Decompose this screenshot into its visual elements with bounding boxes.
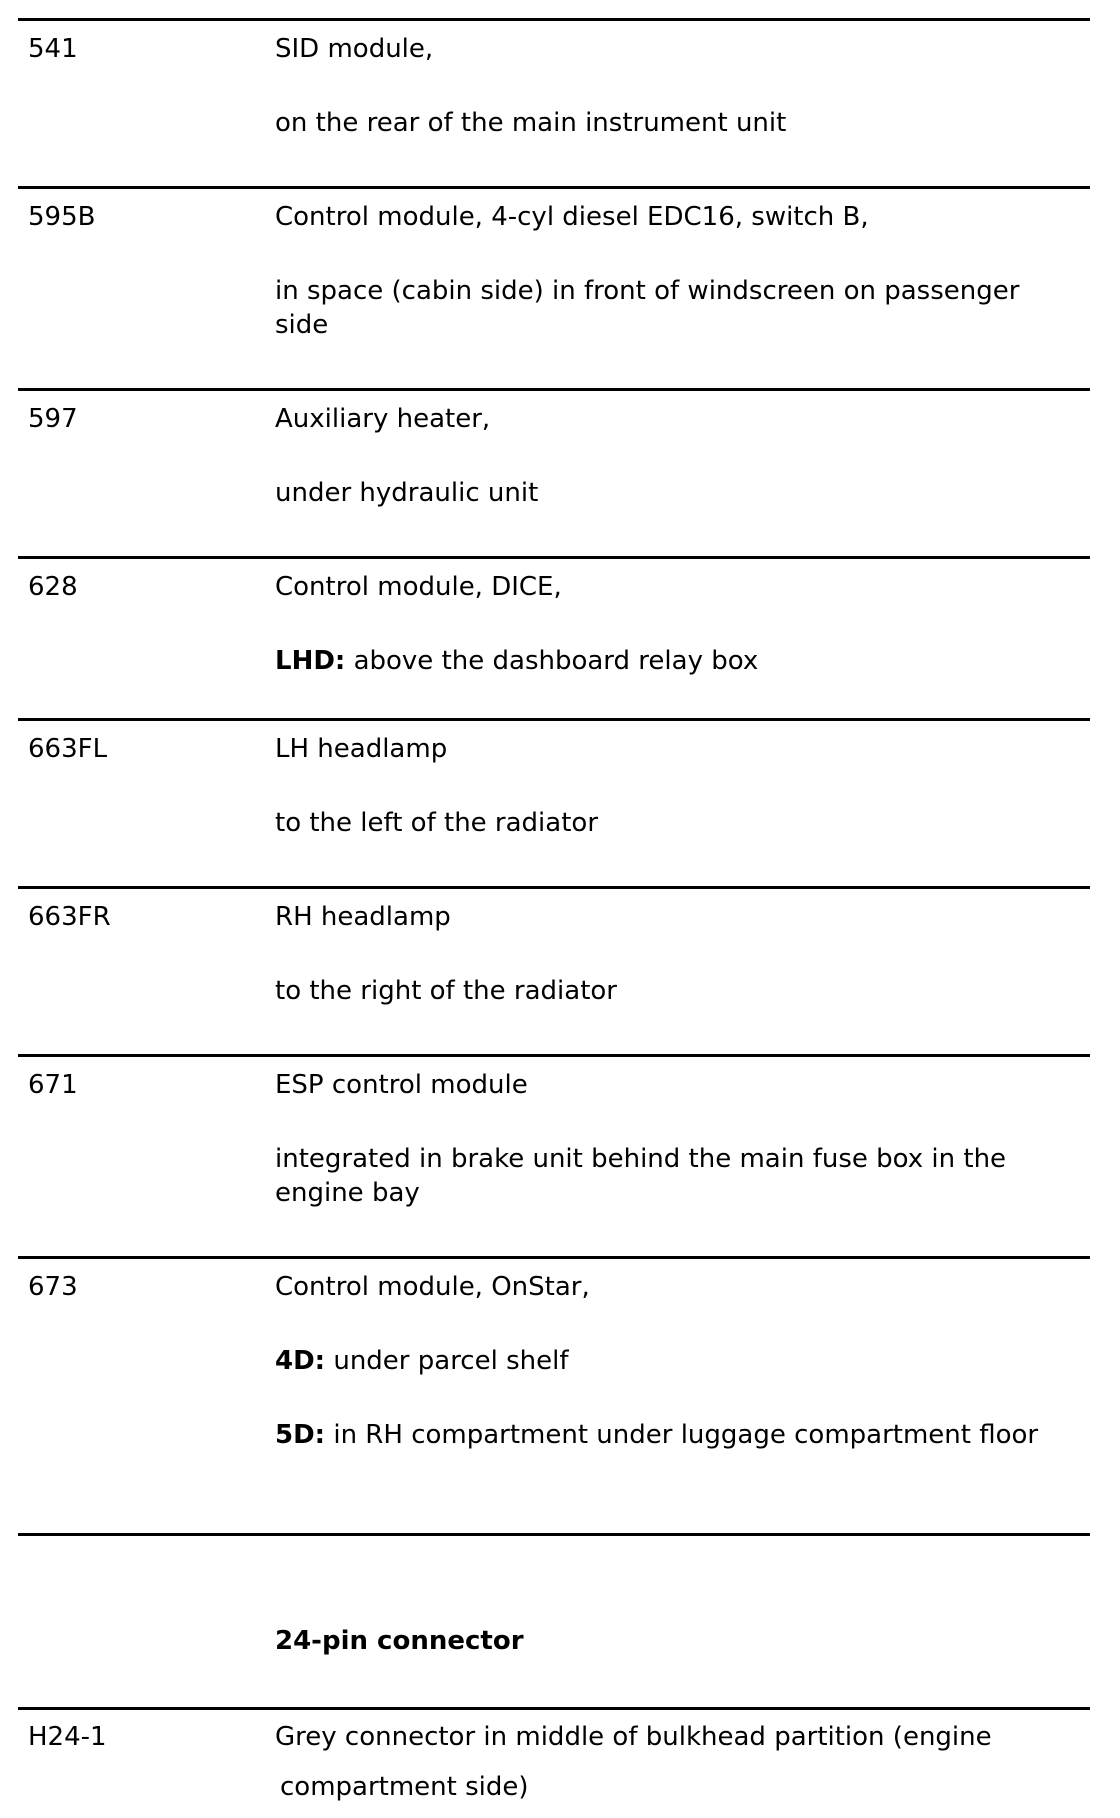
component-title: Control module, DICE, (275, 572, 562, 602)
component-location (275, 1344, 1075, 1378)
component-location (275, 974, 1075, 1008)
location-text: on the rear of the main instrument unit (275, 108, 787, 138)
component-location (275, 1142, 1075, 1210)
row-divider (18, 718, 1090, 721)
component-title: SID module, (275, 34, 434, 64)
row-divider (18, 1707, 1090, 1710)
component-code: 663FR (28, 902, 111, 932)
component-location (275, 274, 1075, 342)
location-text: above the dashboard relay box (345, 646, 759, 676)
component-code: 541 (28, 34, 78, 64)
component-location (275, 806, 1075, 840)
location-text: under hydraulic unit (275, 478, 539, 508)
row-divider (18, 1054, 1090, 1057)
component-location (275, 644, 1075, 678)
component-code: 671 (28, 1070, 78, 1100)
row-divider (18, 186, 1090, 189)
row-divider (18, 556, 1090, 559)
location-text: to the left of the radiator (275, 808, 599, 838)
location-prefix: LHD: (275, 646, 346, 676)
location-text: in space (cabin side) in front of windscreen on passenger side (275, 276, 1020, 340)
component-location (275, 476, 1075, 510)
component-code: 595B (28, 202, 96, 232)
location-prefix: 5D: (275, 1420, 326, 1450)
component-code: 673 (28, 1272, 78, 1302)
component-location (275, 106, 1075, 140)
component-title: Control module, OnStar, (275, 1272, 590, 1302)
section-divider (18, 1533, 1090, 1536)
component-title: Auxiliary heater, (275, 404, 491, 434)
section-heading: 24-pin connector (275, 1626, 524, 1656)
location-text: under parcel shelf (325, 1346, 569, 1376)
location-text: integrated in brake unit behind the main fuse box in the engine bay (275, 1144, 1007, 1208)
row-divider (18, 18, 1090, 21)
connector-code: H24-1 (28, 1722, 107, 1752)
component-location (275, 1418, 1075, 1452)
connector-description: Grey connector in middle of bulkhead partition (engine (275, 1722, 992, 1752)
component-code: 663FL (28, 734, 108, 764)
component-code: 597 (28, 404, 78, 434)
component-title: LH headlamp (275, 734, 448, 764)
component-code: 628 (28, 572, 78, 602)
component-title: Control module, 4-cyl diesel EDC16, switch B, (275, 202, 869, 232)
connector-description-continued: compartment side) (280, 1772, 529, 1802)
row-divider (18, 886, 1090, 889)
location-text: to the right of the radiator (275, 976, 617, 1006)
component-title: ESP control module (275, 1070, 528, 1100)
location-prefix: 4D: (275, 1346, 326, 1376)
location-text: in RH compartment under luggage compartment floor (325, 1420, 1039, 1450)
row-divider (18, 388, 1090, 391)
component-title: RH headlamp (275, 902, 451, 932)
row-divider (18, 1256, 1090, 1259)
